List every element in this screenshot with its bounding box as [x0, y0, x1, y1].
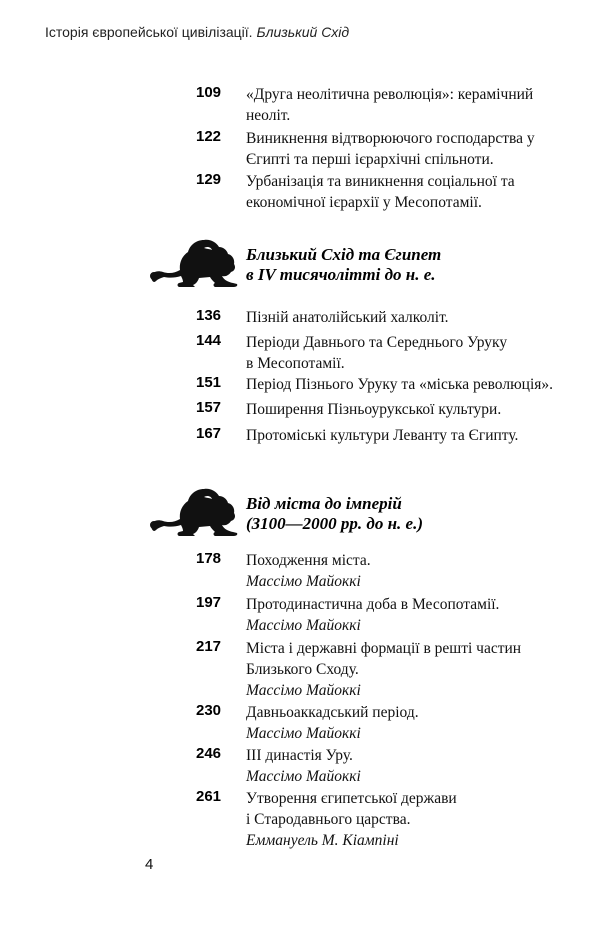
entry-text	[246, 425, 586, 446]
entry-title-line: Поширення Пізньоурукської культури.	[246, 401, 502, 418]
entry-page-number: 178	[196, 550, 222, 567]
entry-page-number: 144	[196, 332, 222, 349]
entry-text	[246, 788, 586, 851]
entry-text	[246, 702, 586, 744]
entry-author: Массімо Майоккі	[246, 617, 361, 634]
section-title-line: (3100—2000 рр. до н. е.)	[246, 514, 423, 533]
entry-title-line: Періоди Давнього та Середнього Уруку	[246, 334, 508, 351]
entry-title-line: «Друга неолітична революція»: керамічний	[246, 86, 534, 103]
entry-text	[246, 550, 586, 592]
entry-title-line: Протодинастична доба в Месопотамії.	[246, 596, 500, 613]
entry-page-number: 230	[196, 702, 222, 719]
entry-title-line: Походження міста.	[246, 552, 371, 569]
section-title-line: в IV тисячолітті до н. е.	[246, 265, 436, 284]
entry-text	[246, 399, 586, 420]
entry-title-line: Пізній анатолійський халколіт.	[246, 309, 449, 326]
entry-author: Массімо Майоккі	[246, 725, 361, 742]
entry-title-line: економічної ієрархії у Месопотамії.	[246, 194, 482, 211]
entry-title-line: Виникнення відтворюючого господарства у	[246, 130, 535, 147]
running-head	[45, 24, 349, 40]
entry-title-line: Період Пізнього Уруку та «міська революція».	[246, 376, 554, 393]
entry-title-line: Урбанізація та виникнення соціальної та	[246, 173, 515, 190]
entry-text	[246, 374, 586, 395]
section-title-line: Від міста до імперій	[246, 494, 402, 513]
entry-author: Еммануель М. Кіампіні	[246, 832, 399, 849]
entry-page-number: 109	[196, 84, 222, 101]
entry-title-line: в Месопотамії.	[246, 355, 345, 372]
section-title	[246, 494, 566, 534]
entry-author: Массімо Майоккі	[246, 768, 361, 785]
section-title	[246, 245, 566, 285]
book-title: Історія європейської цивілізації.	[45, 24, 253, 40]
lion-icon	[149, 486, 241, 538]
entry-title-line: III династія Уру.	[246, 747, 353, 764]
entry-title-line: Єгипті та перші ієрархічні спільноти.	[246, 151, 494, 168]
lion-icon	[149, 237, 241, 289]
entry-page-number: 136	[196, 307, 222, 324]
entry-title-line: Протоміські культури Леванту та Єгипту.	[246, 427, 519, 444]
entry-text	[246, 745, 586, 787]
entry-text	[246, 171, 586, 213]
entry-page-number: 246	[196, 745, 222, 762]
entry-title-line: Близького Сходу.	[246, 661, 359, 678]
entry-text	[246, 84, 586, 126]
entry-title-line: Утворення єгипетської держави	[246, 790, 457, 807]
entry-text	[246, 594, 586, 636]
entry-text	[246, 307, 586, 328]
entry-text	[246, 638, 586, 701]
entry-page-number: 157	[196, 399, 222, 416]
entry-page-number: 217	[196, 638, 222, 655]
entry-page-number: 151	[196, 374, 222, 391]
entry-page-number: 261	[196, 788, 222, 805]
entry-author: Массімо Майоккі	[246, 682, 361, 699]
entry-page-number: 129	[196, 171, 222, 188]
entry-title-line: неоліт.	[246, 107, 291, 124]
section-title-line: Близький Схід та Єгипет	[246, 245, 442, 264]
volume-title: Близький Схід	[256, 24, 350, 40]
page-number: 4	[145, 856, 154, 873]
entry-text	[246, 332, 586, 374]
entry-page-number: 167	[196, 425, 222, 442]
entry-title-line: і Стародавнього царства.	[246, 811, 411, 828]
entry-text	[246, 128, 586, 170]
entry-title-line: Міста і державні формації в решті частин	[246, 640, 522, 657]
entry-page-number: 197	[196, 594, 222, 611]
entry-title-line: Давньоаккадський період.	[246, 704, 419, 721]
entry-author: Массімо Майоккі	[246, 573, 361, 590]
entry-page-number: 122	[196, 128, 222, 145]
